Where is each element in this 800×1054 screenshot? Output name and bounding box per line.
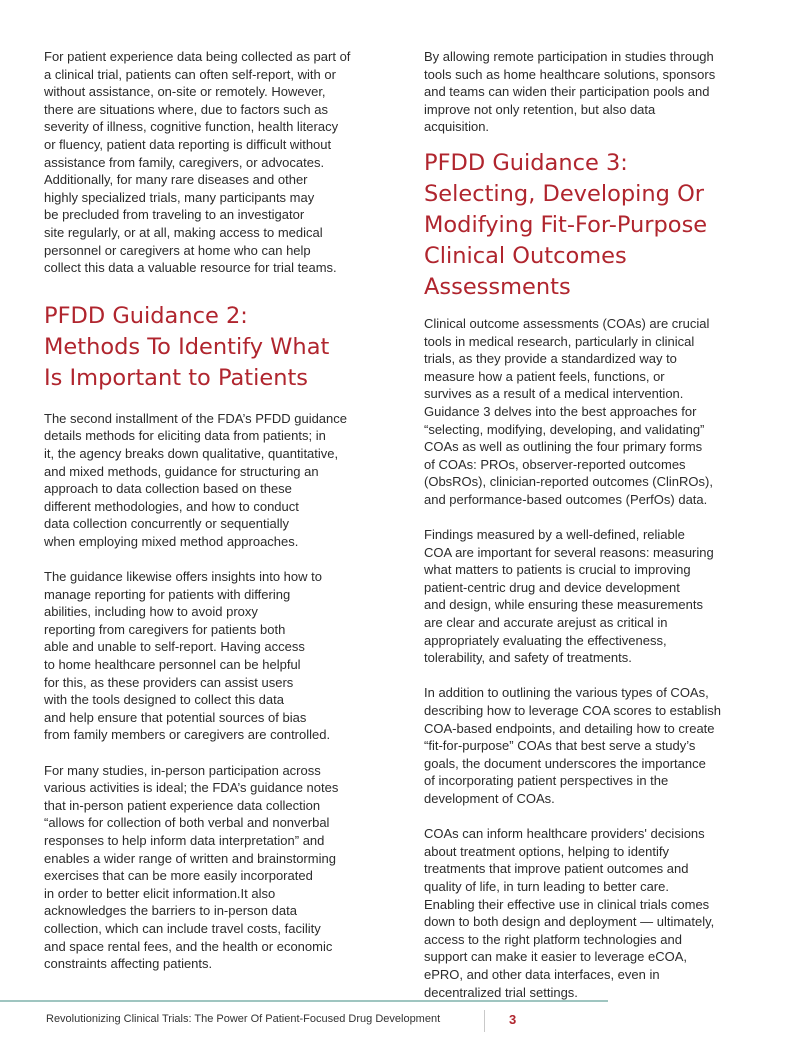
left-column [44,48,364,973]
footer-title: Revolutionizing Clinical Trials: The Power Of Patient-Focused Drug Development [46,1013,441,1025]
guidance-2-paragraph-1: The second installment of the FDA’s PFDD guidance details methods for eliciting data from patients; in it, the agency breaks down qualitative, quantitative, and mixed methods, guidance for structuring an approach to data collection based on these different methodologies, and how to conduct data collection concurrently or sequentially when employing mixed method approaches. [44,410,347,549]
guidance-3-paragraph-1: Clinical outcome assessments (COAs) are crucial tools in medical research, particularly in clinical trials, as they provide a standardized way to measure how a patient feels, functions, or survives as a result of a medical intervention. Guidance 3 delves into the best approaches for “selecting, modifying, developing, and validating” COAs as well as outlining the four primary forms of COAs: PROs, observer-reported outcomes (ObsROs), clinician-reported outcomes (ClinROs), and performance-based outcomes (PerfOs) data. [424,315,713,507]
guidance-3-paragraph-3: In addition to outlining the various types of COAs, describing how to leverage COA scores to establish COA-based endpoints, and detailing how to create “fit-for-purpose” COAs that best serve a study’s goals, the document underscores the importance of incorporating patient perspectives in the development of COAs. [424,685,721,806]
page-number: 3 [509,1012,517,1027]
guidance-3-paragraph-2: Findings measured by a well-defined, reliable COA are important for several reasons: measuring what matters to patients is crucial to improving patient-centric drug and device development and design, while ensuring these measurements are clear and accurate arejust as critical in appropriately evaluating the effectiveness, tolerability, and safety of treatments. [424,527,714,666]
left-intro-paragraph: For patient experience data being collected as part of a clinical trial, patients can often self-report, with or without assistance, on-site or remotely. However, there are situations where, due to factors such as severity of illness, cognitive function, health literacy or fluency, patient data reporting is difficult without assistance from family, caregivers, or advocates. Additionally, for many rare diseases and other highly specialized trials, many participants may be precluded from traveling to an investigator site regularly, or at all, making access to medical personnel or caregivers at home who can help collect this data a valuable resource for trial teams. [44,49,351,276]
guidance-3-paragraph-4: COAs can inform healthcare providers' decisions about treatment options, helping to identify treatments that improve patient outcomes and quality of life, in turn leading to better care. Enabling their effective use in clinical trials comes down to both design and deployment — ultimately, access to the right platform technologies and support can make it easier to leverage eCOA, ePRO, and other data interfaces, even in decentralized trial settings. [424,826,715,1000]
right-intro-paragraph: By allowing remote participation in studies through tools such as home healthcare solutions, sponsors and teams can widen their participation pools and improve not only retention, but also data acquisition. [424,49,716,135]
footer-separator [484,1010,485,1032]
footer-divider [0,1000,608,1002]
section-heading-guidance-2: PFDD Guidance 2: Methods To Identify What Is Important to Patients [44,302,330,391]
section-heading-guidance-3: PFDD Guidance 3: Selecting, Developing Or Modifying Fit-For-Purpose Clinical Outcomes Assessments [424,149,708,300]
right-column [424,48,746,1001]
guidance-2-paragraph-2: The guidance likewise offers insights into how to manage reporting for patients with differing abilities, including how to avoid proxy reporting from caregivers for patients both able and unable to self-report. Having access to home healthcare personnel can be helpful for this, as these providers can assist users with the tools designed to collect this data and help ensure that potential sources of bias from family members or caregivers are controlled. [44,569,331,743]
guidance-2-paragraph-3: For many studies, in-person participation across various activities is ideal; the FDA’s guidance notes that in-person patient experience data collection “allows for collection of both verbal and nonverbal responses to help inform data interpretation” and enables a wider range of written and brainstorming exercises that can be more easily incorporated in order to better elicit information.It also acknowledges the barriers to in-person data collection, which can include travel costs, facility and space rental fees, and the health or economic constraints affecting patients. [44,762,339,972]
